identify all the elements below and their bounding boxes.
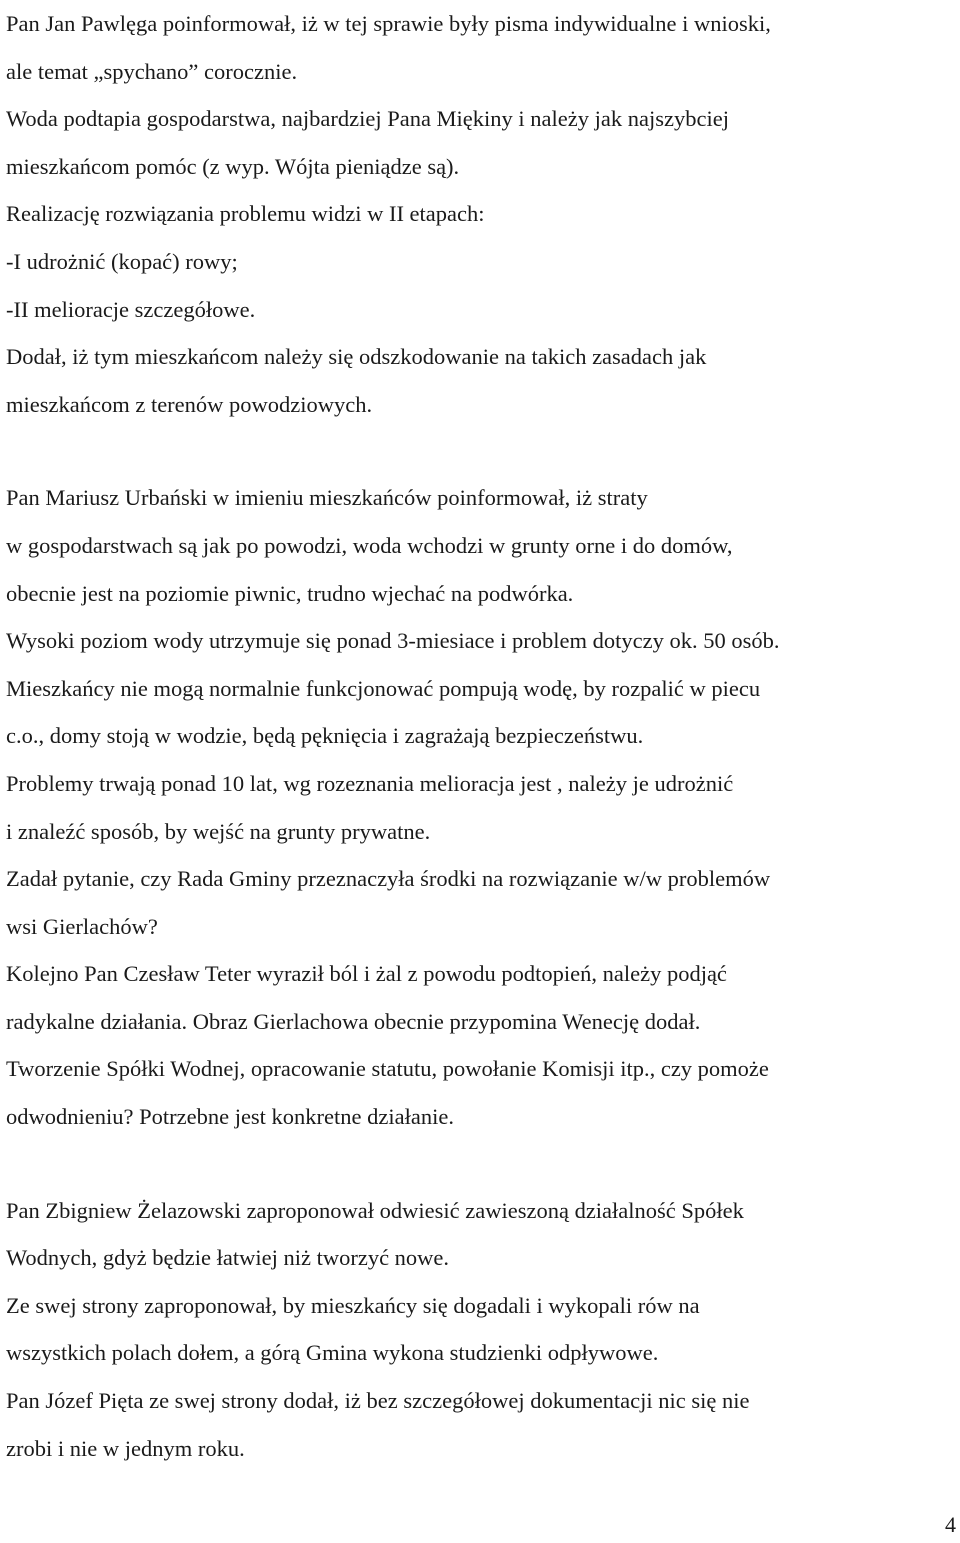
text-line: c.o., domy stoją w wodzie, będą pęknięcia i zagrażają bezpieczeństwu.	[6, 723, 644, 749]
text-line: Pan Mariusz Urbański w imieniu mieszkańców poinformował, iż straty	[6, 485, 648, 511]
text-line: wsi Gierlachów?	[6, 913, 158, 939]
text-line: Tworzenie Spółki Wodnej, opracowanie statutu, powołanie Komisji itp., czy pomoże	[6, 1056, 769, 1082]
document-page	[6, 0, 951, 1472]
text-line: w gospodarstwach są jak po powodzi, woda wchodzi w grunty orne i do domów,	[6, 532, 733, 558]
section-2	[6, 474, 951, 1140]
text-line: zrobi i nie w jednym roku.	[6, 1435, 245, 1461]
text-line: Realizację rozwiązania problemu widzi w II etapach:	[6, 201, 485, 227]
text-line: Wysoki poziom wody utrzymuje się ponad 3-miesiace i problem dotyczy ok. 50 osób.	[6, 628, 780, 654]
text-line: odwodnieniu? Potrzebne jest konkretne działanie.	[6, 1104, 454, 1130]
text-line: radykalne działania. Obraz Gierlachowa obecnie przypomina Wenecję dodał.	[6, 1008, 701, 1034]
text-line: Woda podtapia gospodarstwa, najbardziej Pana Miękiny i należy jak najszybciej	[6, 106, 729, 132]
section-1	[6, 0, 951, 428]
text-line: Problemy trwają ponad 10 lat, wg rozeznania melioracja jest , należy je udrożnić	[6, 770, 734, 796]
text-line: Pan Józef Pięta ze swej strony dodał, iż bez szczegółowej dokumentacji nic się nie	[6, 1388, 750, 1414]
text-line: Mieszkańcy nie mogą normalnie funkcjonować pompują wodę, by rozpalić w piecu	[6, 675, 761, 701]
text-line: obecnie jest na poziomie piwnic, trudno wjechać na podwórka.	[6, 580, 574, 606]
text-line: mieszkańcom pomóc (z wyp. Wójta pieniądze są).	[6, 153, 460, 179]
text-line: mieszkańcom z terenów powodziowych.	[6, 391, 373, 417]
paragraph-gap	[6, 1141, 951, 1187]
section-3	[6, 1187, 951, 1473]
text-line: Pan Jan Pawlęga poinformował, iż w tej sprawie były pisma indywidualne i wnioski,	[6, 11, 771, 36]
text-line: Wodnych, gdyż będzie łatwiej niż tworzyć nowe.	[6, 1245, 450, 1271]
text-line: -II melioracje szczegółowe.	[6, 296, 256, 322]
page-number: 4	[945, 1512, 956, 1537]
text-line: Ze swej strony zaproponował, by mieszkańcy się dogadali i wykopali rów na	[6, 1292, 700, 1318]
text-line: Kolejno Pan Czesław Teter wyraził ból i żal z powodu podtopień, należy podjąć	[6, 961, 727, 987]
text-line: Pan Zbigniew Żelazowski zaproponował odwiesić zawieszoną działalność Spółek	[6, 1197, 744, 1223]
text-line: ale temat „spychano” corocznie.	[6, 58, 298, 84]
text-line: -I udrożnić (kopać) rowy;	[6, 248, 238, 274]
paragraph-gap	[6, 428, 951, 474]
text-line: Dodał, iż tym mieszkańcom należy się odszkodowanie na takich zasadach jak	[6, 344, 707, 370]
text-line: wszystkich polach dołem, a górą Gmina wykona studzienki odpływowe.	[6, 1340, 659, 1366]
text-line: Zadał pytanie, czy Rada Gminy przeznaczyła środki na rozwiązanie w/w problemów	[6, 866, 771, 892]
text-line: i znaleźć sposób, by wejść na grunty prywatne.	[6, 818, 431, 844]
